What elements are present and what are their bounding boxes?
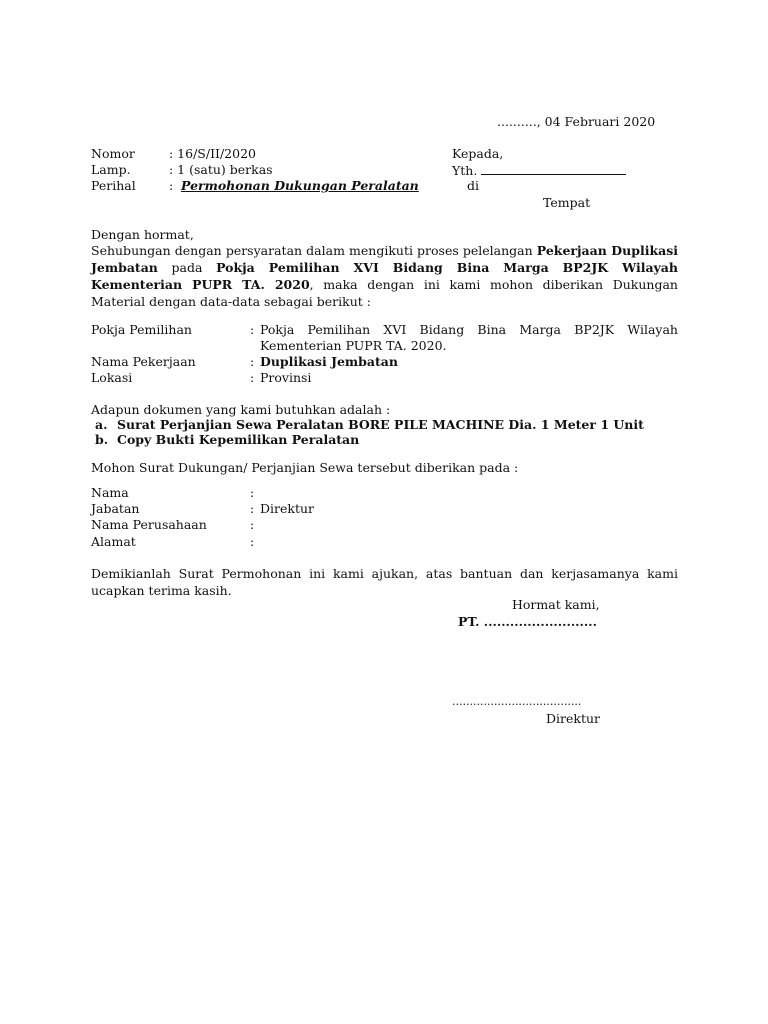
pokja-colon: : bbox=[250, 322, 255, 337]
intro-bold-2: Pokja Pemilihan XVI Bidang Bina Marga BP2JK Wilayah Kementerian PUPR TA. 2020 bbox=[91, 260, 678, 292]
yth-blank-line bbox=[481, 162, 626, 175]
document-item-marker: a. bbox=[95, 417, 108, 432]
nomor-value: : 16/S/II/2020 bbox=[169, 146, 256, 161]
salutation: Dengan hormat, bbox=[91, 227, 194, 242]
yth-text: Yth. bbox=[452, 163, 478, 178]
perusahaan-label: Nama Perusahaan bbox=[91, 517, 207, 532]
date-line: .........., 04 Februari 2020 bbox=[497, 114, 656, 129]
pokja-value-line-2: Kementerian PUPR TA. 2020. bbox=[260, 338, 447, 353]
perihal-colon: : bbox=[169, 178, 174, 193]
perihal-value: Permohonan Dukungan Peralatan bbox=[181, 178, 419, 193]
pekerjaan-value: Duplikasi Jembatan bbox=[260, 354, 398, 369]
regards-text: Hormat kami, bbox=[512, 597, 600, 612]
document-item-text: Surat Perjanjian Sewa Peralatan BORE PILE MACHINE Dia. 1 Meter 1 Unit bbox=[117, 417, 644, 432]
nama-colon: : bbox=[250, 485, 255, 500]
documents-intro: Adapun dokumen yang kami butuhkan adalah : bbox=[91, 402, 391, 417]
intro-text-1: Sehubungan dengan persyaratan dalam mengikuti proses pelelangan bbox=[91, 243, 537, 258]
jabatan-colon: : bbox=[250, 501, 255, 516]
nama-label: Nama bbox=[91, 485, 129, 500]
request-line: Mohon Surat Dukungan/ Perjanjian Sewa tersebut diberikan pada : bbox=[91, 460, 519, 475]
lokasi-label: Lokasi bbox=[91, 370, 133, 385]
pekerjaan-colon: : bbox=[250, 354, 255, 369]
lamp-label: Lamp. bbox=[91, 162, 131, 177]
intro-bold-1: Pekerjaan Duplikasi Jembatan bbox=[91, 243, 678, 275]
perusahaan-colon: : bbox=[250, 517, 255, 532]
alamat-colon: : bbox=[250, 534, 255, 549]
lokasi-value: Provinsi bbox=[260, 370, 312, 385]
intro-paragraph bbox=[91, 242, 678, 310]
intro-text-2: pada bbox=[157, 260, 217, 275]
yth-label bbox=[452, 162, 626, 178]
nomor-label: Nomor bbox=[91, 146, 135, 161]
intro-text-3: , maka dengan ini kami mohon diberikan Dukungan Material dengan data-data sebagai berikut : bbox=[91, 277, 678, 309]
jabatan-value: Direktur bbox=[260, 501, 315, 516]
perihal-label: Perihal bbox=[91, 178, 136, 193]
company-name: PT. .......................... bbox=[458, 614, 597, 629]
pekerjaan-label: Nama Pekerjaan bbox=[91, 354, 196, 369]
document-item-text: Copy Bukti Kepemilikan Peralatan bbox=[117, 432, 360, 447]
di-label: di bbox=[467, 178, 479, 193]
tempat-label: Tempat bbox=[543, 195, 591, 210]
pokja-label: Pokja Pemilihan bbox=[91, 322, 192, 337]
lamp-value: : 1 (satu) berkas bbox=[169, 162, 273, 177]
signatory-title: Direktur bbox=[546, 711, 601, 726]
jabatan-label: Jabatan bbox=[91, 501, 140, 516]
closing-paragraph: Demikianlah Surat Permohonan ini kami ajukan, atas bantuan dan kerjasamanya kami ucapkan terima kasih. bbox=[91, 566, 678, 598]
lokasi-colon: : bbox=[250, 370, 255, 385]
signature-dots: ..................................... bbox=[452, 695, 582, 708]
kepada-label: Kepada, bbox=[452, 146, 504, 161]
document-item-marker: b. bbox=[95, 432, 109, 447]
pokja-value-line-1: Pokja Pemilihan XVI Bidang Bina Marga BP2JK Wilayah bbox=[260, 322, 678, 337]
alamat-label: Alamat bbox=[91, 534, 136, 549]
